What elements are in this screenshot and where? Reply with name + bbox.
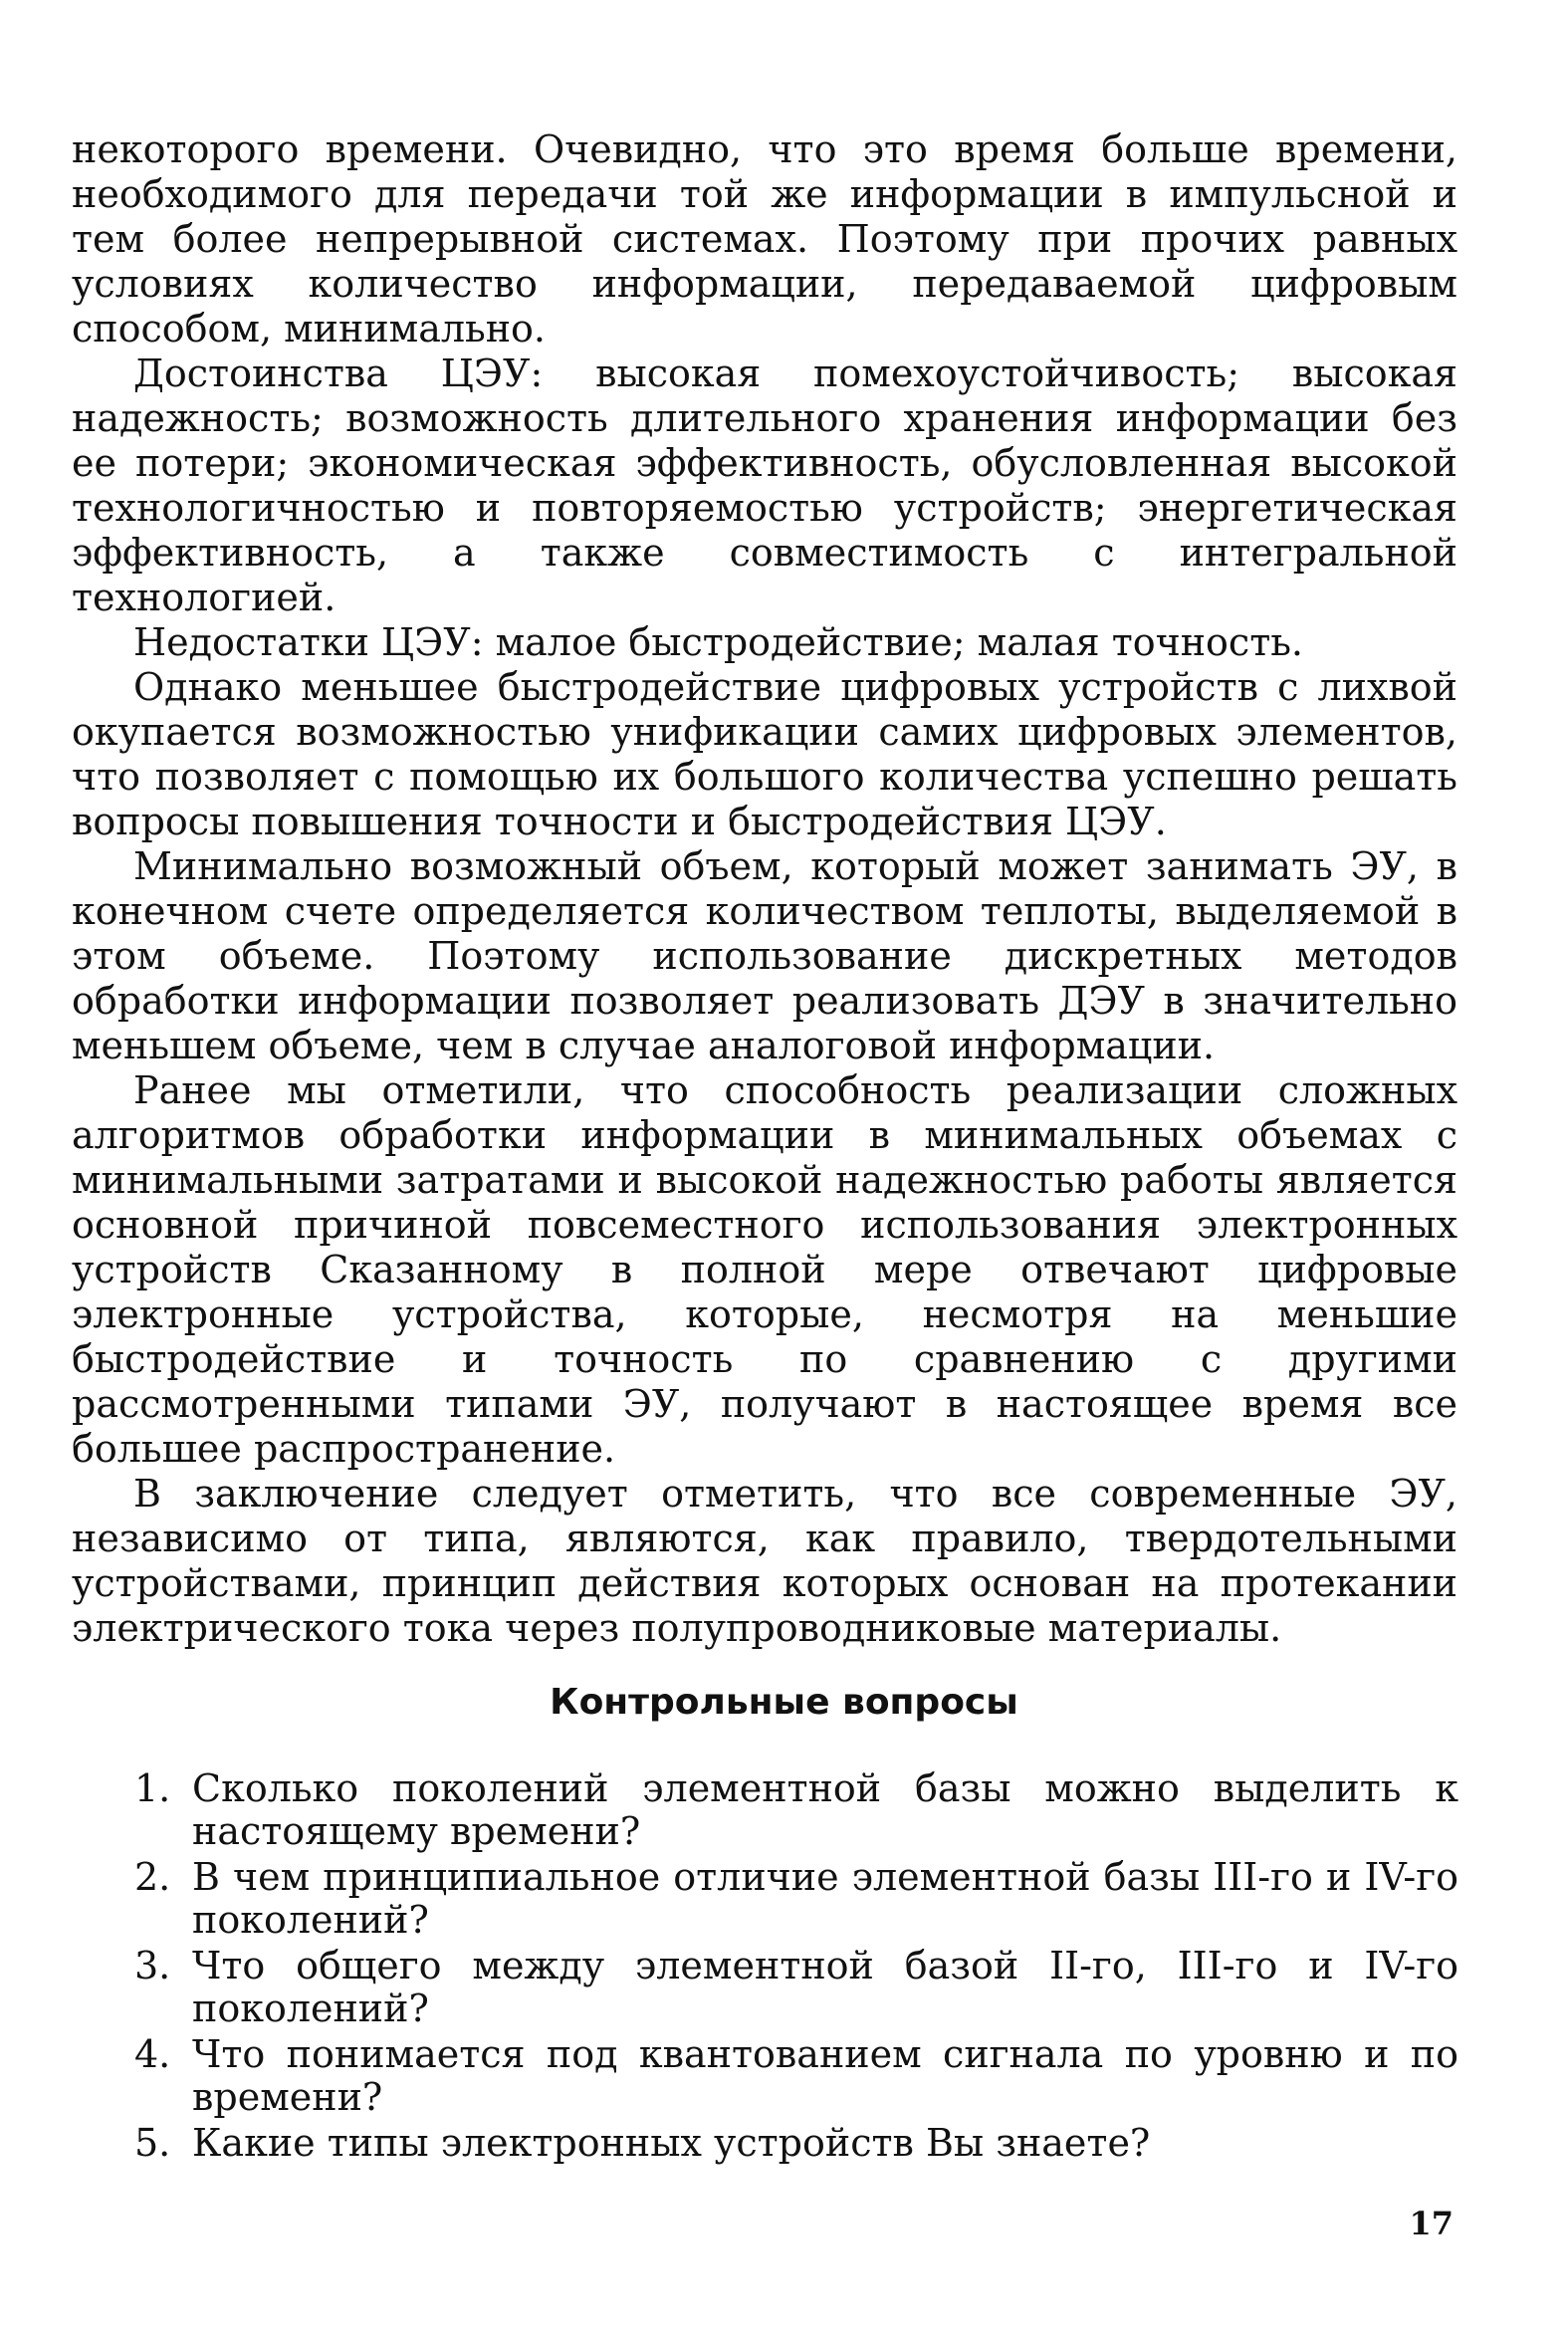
body-text (72, 127, 1457, 1651)
paragraph-disadvantages: Недостатки ЦЭУ: малое быстродействие; малая точность. (133, 620, 1303, 664)
question-number: 3. (134, 1944, 171, 1987)
question-text: Что понимается под квантованием сигнала по уровню и по времени? (192, 2032, 1458, 2119)
question-text: Какие типы электронных устройств Вы знаете? (192, 2121, 1151, 2165)
page-number: 17 (1409, 2205, 1454, 2242)
paragraph-advantages: Достоинства ЦЭУ: высокая помехоустойчивость; высокая надежность; возможность длительного хранения информации без ее потери; экономическая эффективность, обусловленная высокой технологичностью и повторяемостью устройств; энергетическая эффективность, а также совместимость с интегральной технологией. (72, 351, 1457, 619)
list-item (134, 2033, 1458, 2119)
section-heading: Контрольные вопросы (550, 1682, 1018, 1723)
question-number: 2. (134, 1855, 171, 1899)
paragraph-algorithms: Ранее мы отметили, что способность реализации сложных алгоритмов обработки информации в минимальных объемах с минимальными затратами и высокой надежностью работы является основной причиной повсеместного использования электронных устройств Сказанному в полной мере отвечают цифровые электронные устройства, которые, несмотря на меньшие быстродействие и точность по сравнению с другими рассмотренными типами ЭУ, получают в настоящее время все большее распространение. (72, 1068, 1457, 1471)
paragraph-unification: Однако меньшее быстродействие цифровых устройств с лихвой окупается возможностью унификации самих цифровых элементов, что позволяет с помощью их большого количества успешно решать вопросы повышения точности и быстродействия ЦЭУ. (72, 665, 1457, 843)
paragraph-continuation: некоторого времени. Очевидно, что это время больше времени, необходимого для передачи той же информации в импульсной и тем более непрерывной системах. Поэтому при прочих равных условиях количество информации, передаваемой цифровым способом, минимально. (72, 127, 1457, 350)
paragraph-volume: Минимально возможный объем, который может занимать ЭУ, в конечном счете определяется количеством теплоты, выделяемой в этом объеме. Поэтому использование дискретных методов обработки информации позволяет реализовать ДЭУ в значительно меньшем объеме, чем в случае аналоговой информации. (72, 844, 1457, 1067)
question-number: 4. (134, 2032, 171, 2076)
question-number: 1. (134, 1766, 171, 1810)
paragraph-conclusion: В заключение следует отметить, что все современные ЭУ, независимо от типа, являются, как правило, твердотельными устройствами, принцип действия которых основан на протекании электрического тока через полупроводниковые материалы. (72, 1472, 1457, 1650)
question-text: Сколько поколений элементной базы можно выделить к настоящему времени? (192, 1766, 1458, 1853)
list-item (134, 1856, 1458, 1942)
question-text: В чем принципиальное отличие элементной базы III-го и IV-го поколений? (192, 1855, 1458, 1942)
list-item (134, 2122, 1458, 2165)
question-number: 5. (134, 2121, 171, 2165)
question-list (134, 1767, 1458, 2168)
list-item (134, 1945, 1458, 2030)
question-text: Что общего между элементной базой II-го, III-го и IV-го поколений? (192, 1944, 1458, 2030)
list-item (134, 1767, 1458, 1853)
